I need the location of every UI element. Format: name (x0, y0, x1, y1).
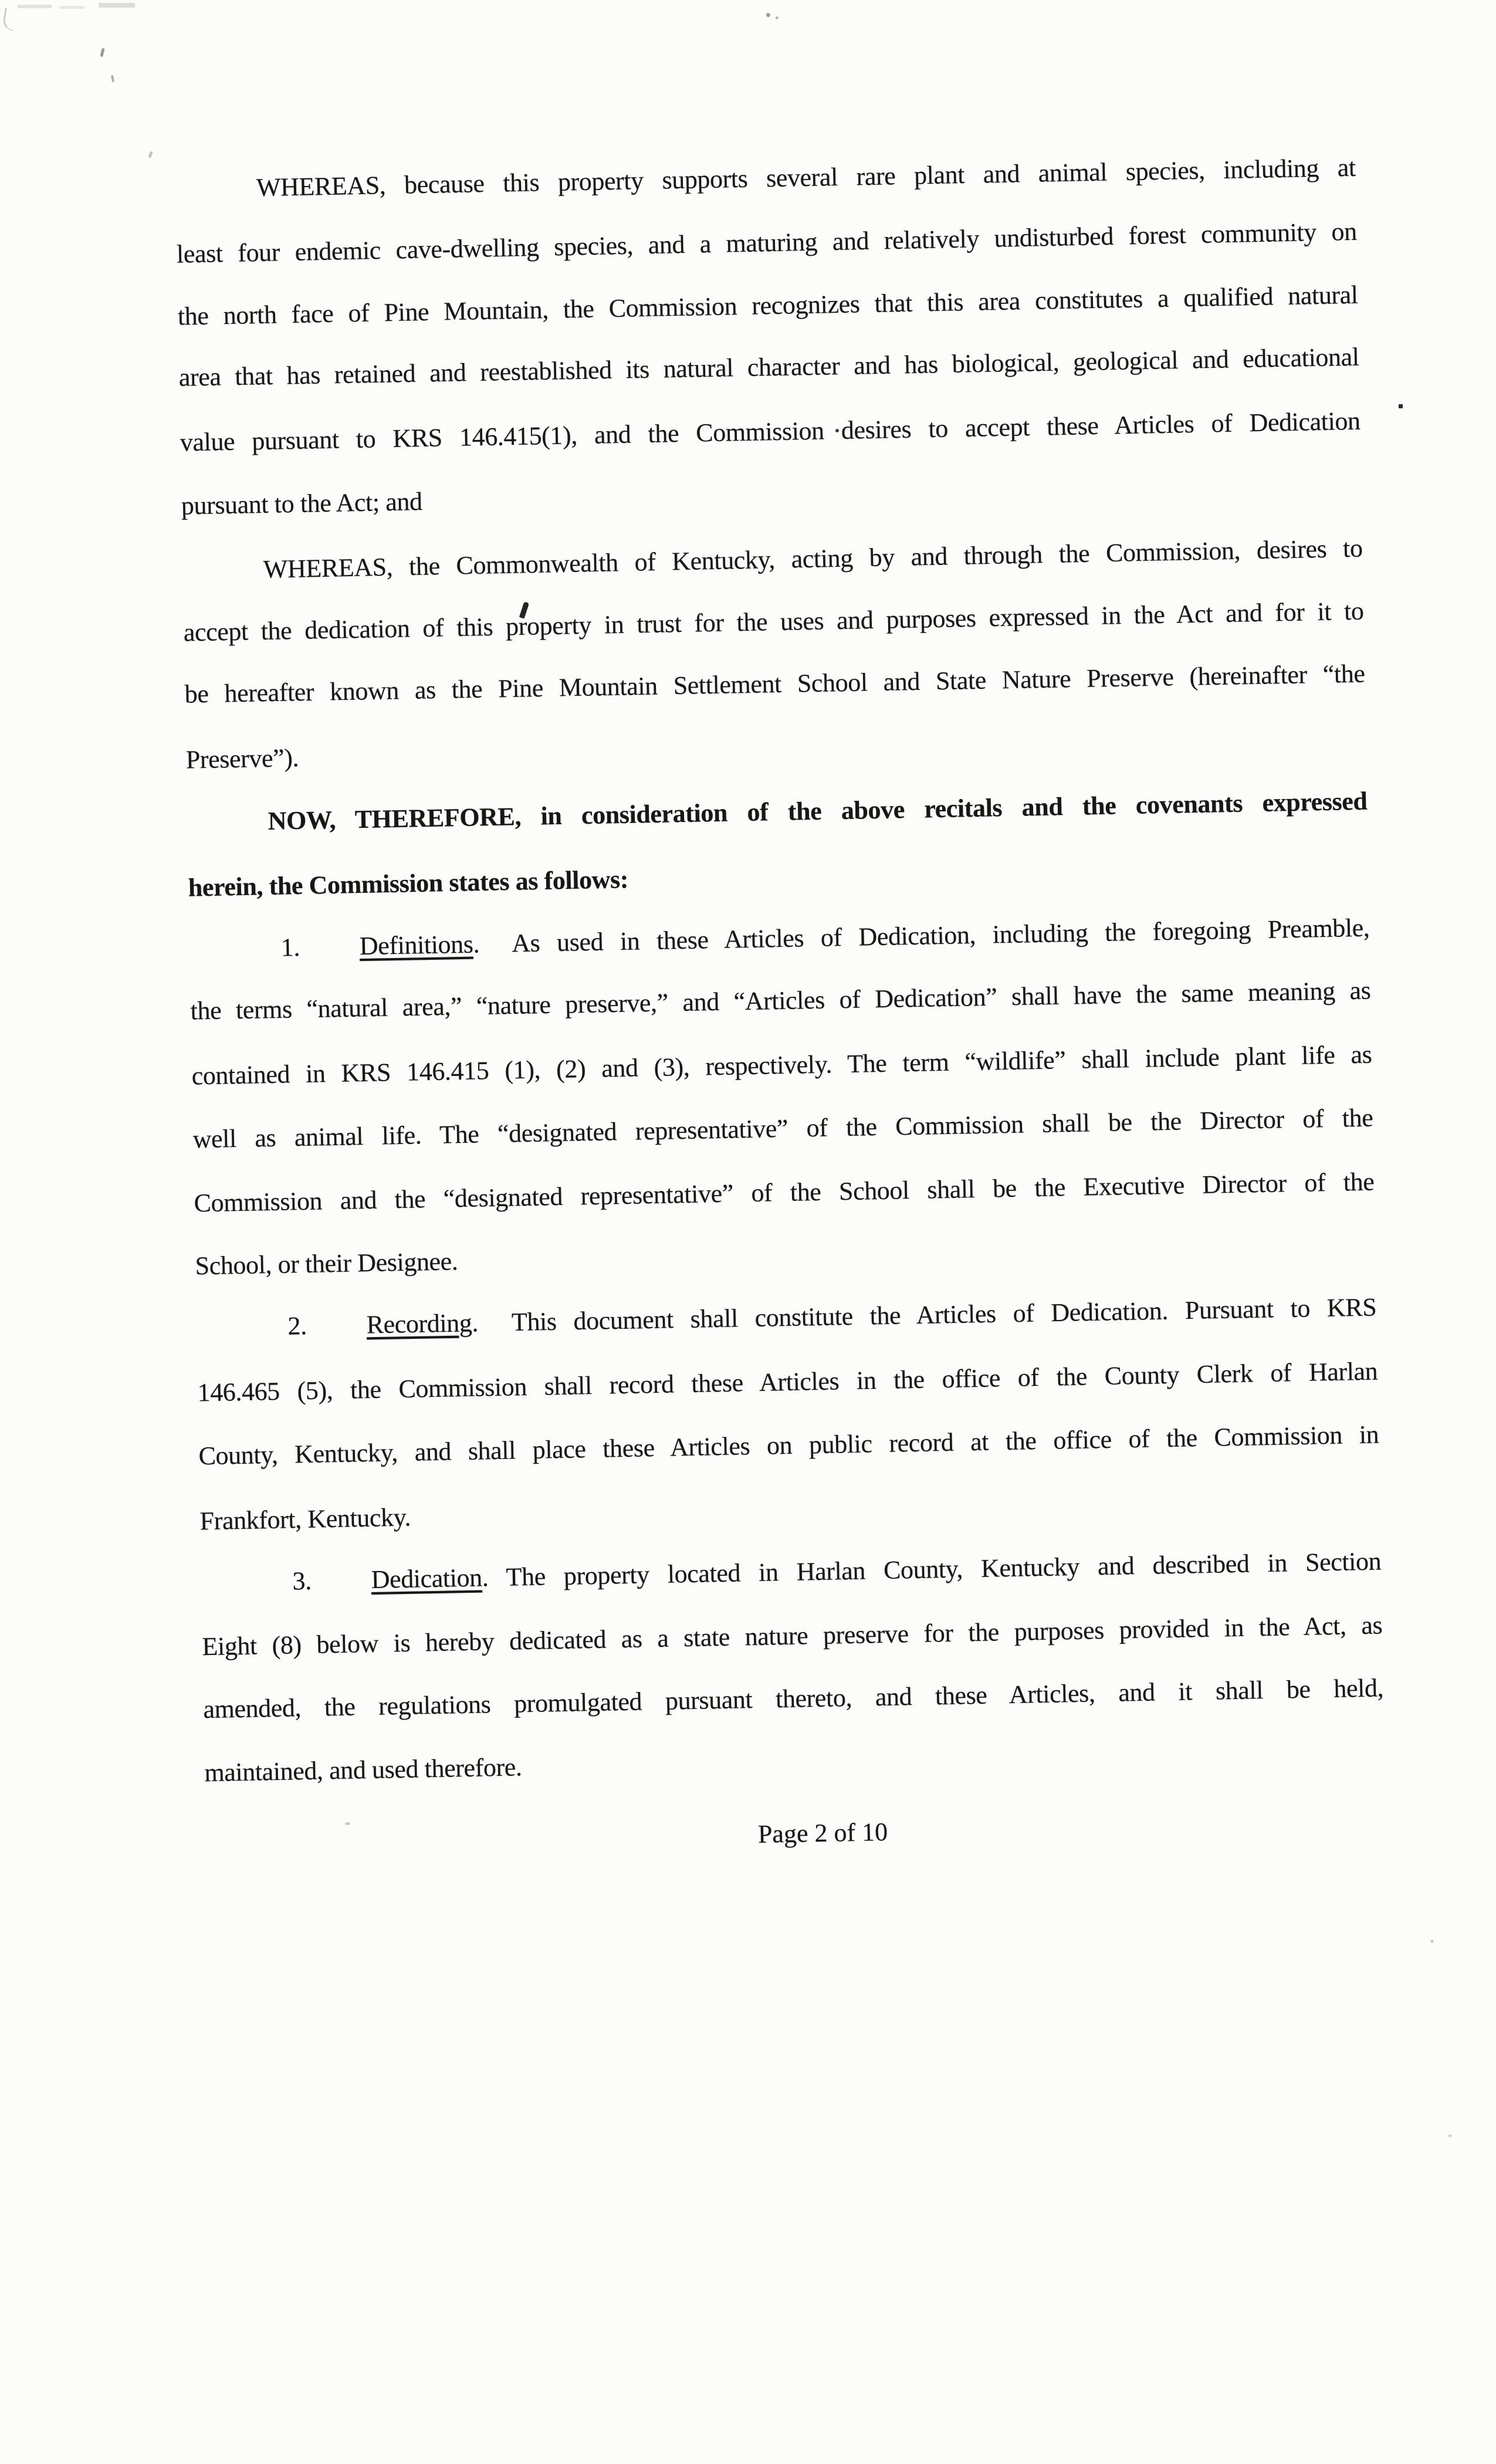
text-line: be hereafter known as the Pine Mountain Settlement School and State Nature Preserve (hereinafter “the (184, 659, 1365, 709)
item-number: 2. (287, 1311, 307, 1341)
scan-speck (99, 3, 135, 8)
text-line: well as animal life. The “designated representative” of the Commission shall be the Director of the (192, 1103, 1373, 1154)
text-run: . As used in these Articles of Dedication, including the foregoing Preamble, (473, 913, 1370, 959)
document-body (175, 136, 1386, 1876)
scan-speck (1448, 2134, 1452, 2137)
text-line: School, or their Designee. (195, 1247, 458, 1281)
text-line: amended, the regulations promulgated pursuant thereto, and these Articles, and it shall be held, (203, 1673, 1384, 1724)
scanner-edge-mark (2, 8, 16, 31)
scan-speck (60, 6, 84, 9)
section-heading: Definitions (359, 929, 473, 961)
text-line: maintained, and used therefore. (204, 1752, 522, 1788)
text-line: Commission and the “designated representative” of the School shall be the Executive Director of the (194, 1167, 1375, 1218)
text-line: least four endemic cave-dwelling species, and a maturing and relatively undisturbed forest community on (176, 216, 1358, 269)
scan-speck (18, 5, 52, 8)
page-number-footer: Page 2 of 10 (757, 1817, 888, 1849)
text-line: pursuant to the Act; and (181, 487, 423, 520)
text-line: contained in KRS 146.415 (1), (2) and (3), respectively. The term “wildlife” shall include plant life as (191, 1040, 1372, 1091)
tab-space (312, 1588, 371, 1589)
scan-speck (111, 75, 114, 83)
text-run: . The property located in Harlan County, Kentucky and described in Section (482, 1546, 1382, 1592)
text-line: the terms “natural area,” “nature preserve,” and “Articles of Dedication” shall have the same meaning as (190, 976, 1371, 1025)
scan-speck (776, 16, 779, 19)
text-line: WHEREAS, because this property supports several rare plant and animal species, including at (256, 153, 1356, 202)
text-line: 146.465 (5), the Commission shall record these Articles in the office of the County Clerk of Harlan (197, 1356, 1378, 1407)
text-line: County, Kentucky, and shall place these Articles on public record at the office of the Commission in (198, 1420, 1379, 1471)
text-line: value pursuant to KRS 146.415(1), and the Commission desires to accept these Articles of Dedication (180, 406, 1361, 457)
item-number: 3. (292, 1566, 312, 1596)
text-run: . This document shall constitute the Articles of Dedication. Pursuant to KRS (471, 1292, 1377, 1338)
text-line: WHEREAS, the Commonwealth of Kentucky, acting by and through the Commission, desires to (263, 533, 1363, 584)
section-heading: Recording (366, 1308, 472, 1339)
text-line: Eight (8) below is hereby dedicated as a state nature preserve for the purposes provided in the Act, as (202, 1610, 1383, 1661)
text-line: the north face of Pine Mountain, the Commission recognizes that this area constitutes a qualified natural (177, 280, 1359, 331)
tab-space (307, 1333, 367, 1334)
item-number: 1. (280, 933, 300, 962)
text-line: area that has retained and reestablished its natural character and has biological, geological and educational (178, 342, 1359, 392)
scan-speck (1430, 1940, 1434, 1943)
scan-speck (148, 151, 153, 158)
section-heading: Dedication (371, 1563, 483, 1595)
text-line: NOW, THEREFORE, in consideration of the above recitals and the covenants expressed (268, 786, 1368, 836)
text-line: accept the dedication of this property in trust for the uses and purposes expressed in the Act and for it to (183, 596, 1364, 647)
text-line: Preserve”). (185, 743, 299, 774)
scan-speck (100, 48, 104, 57)
scan-speck (1399, 404, 1403, 408)
text-line: herein, the Commission states as follows: (188, 865, 629, 902)
tab-space (300, 955, 360, 956)
text-line: Frankfort, Kentucky. (199, 1502, 411, 1536)
scan-speck (766, 13, 770, 17)
